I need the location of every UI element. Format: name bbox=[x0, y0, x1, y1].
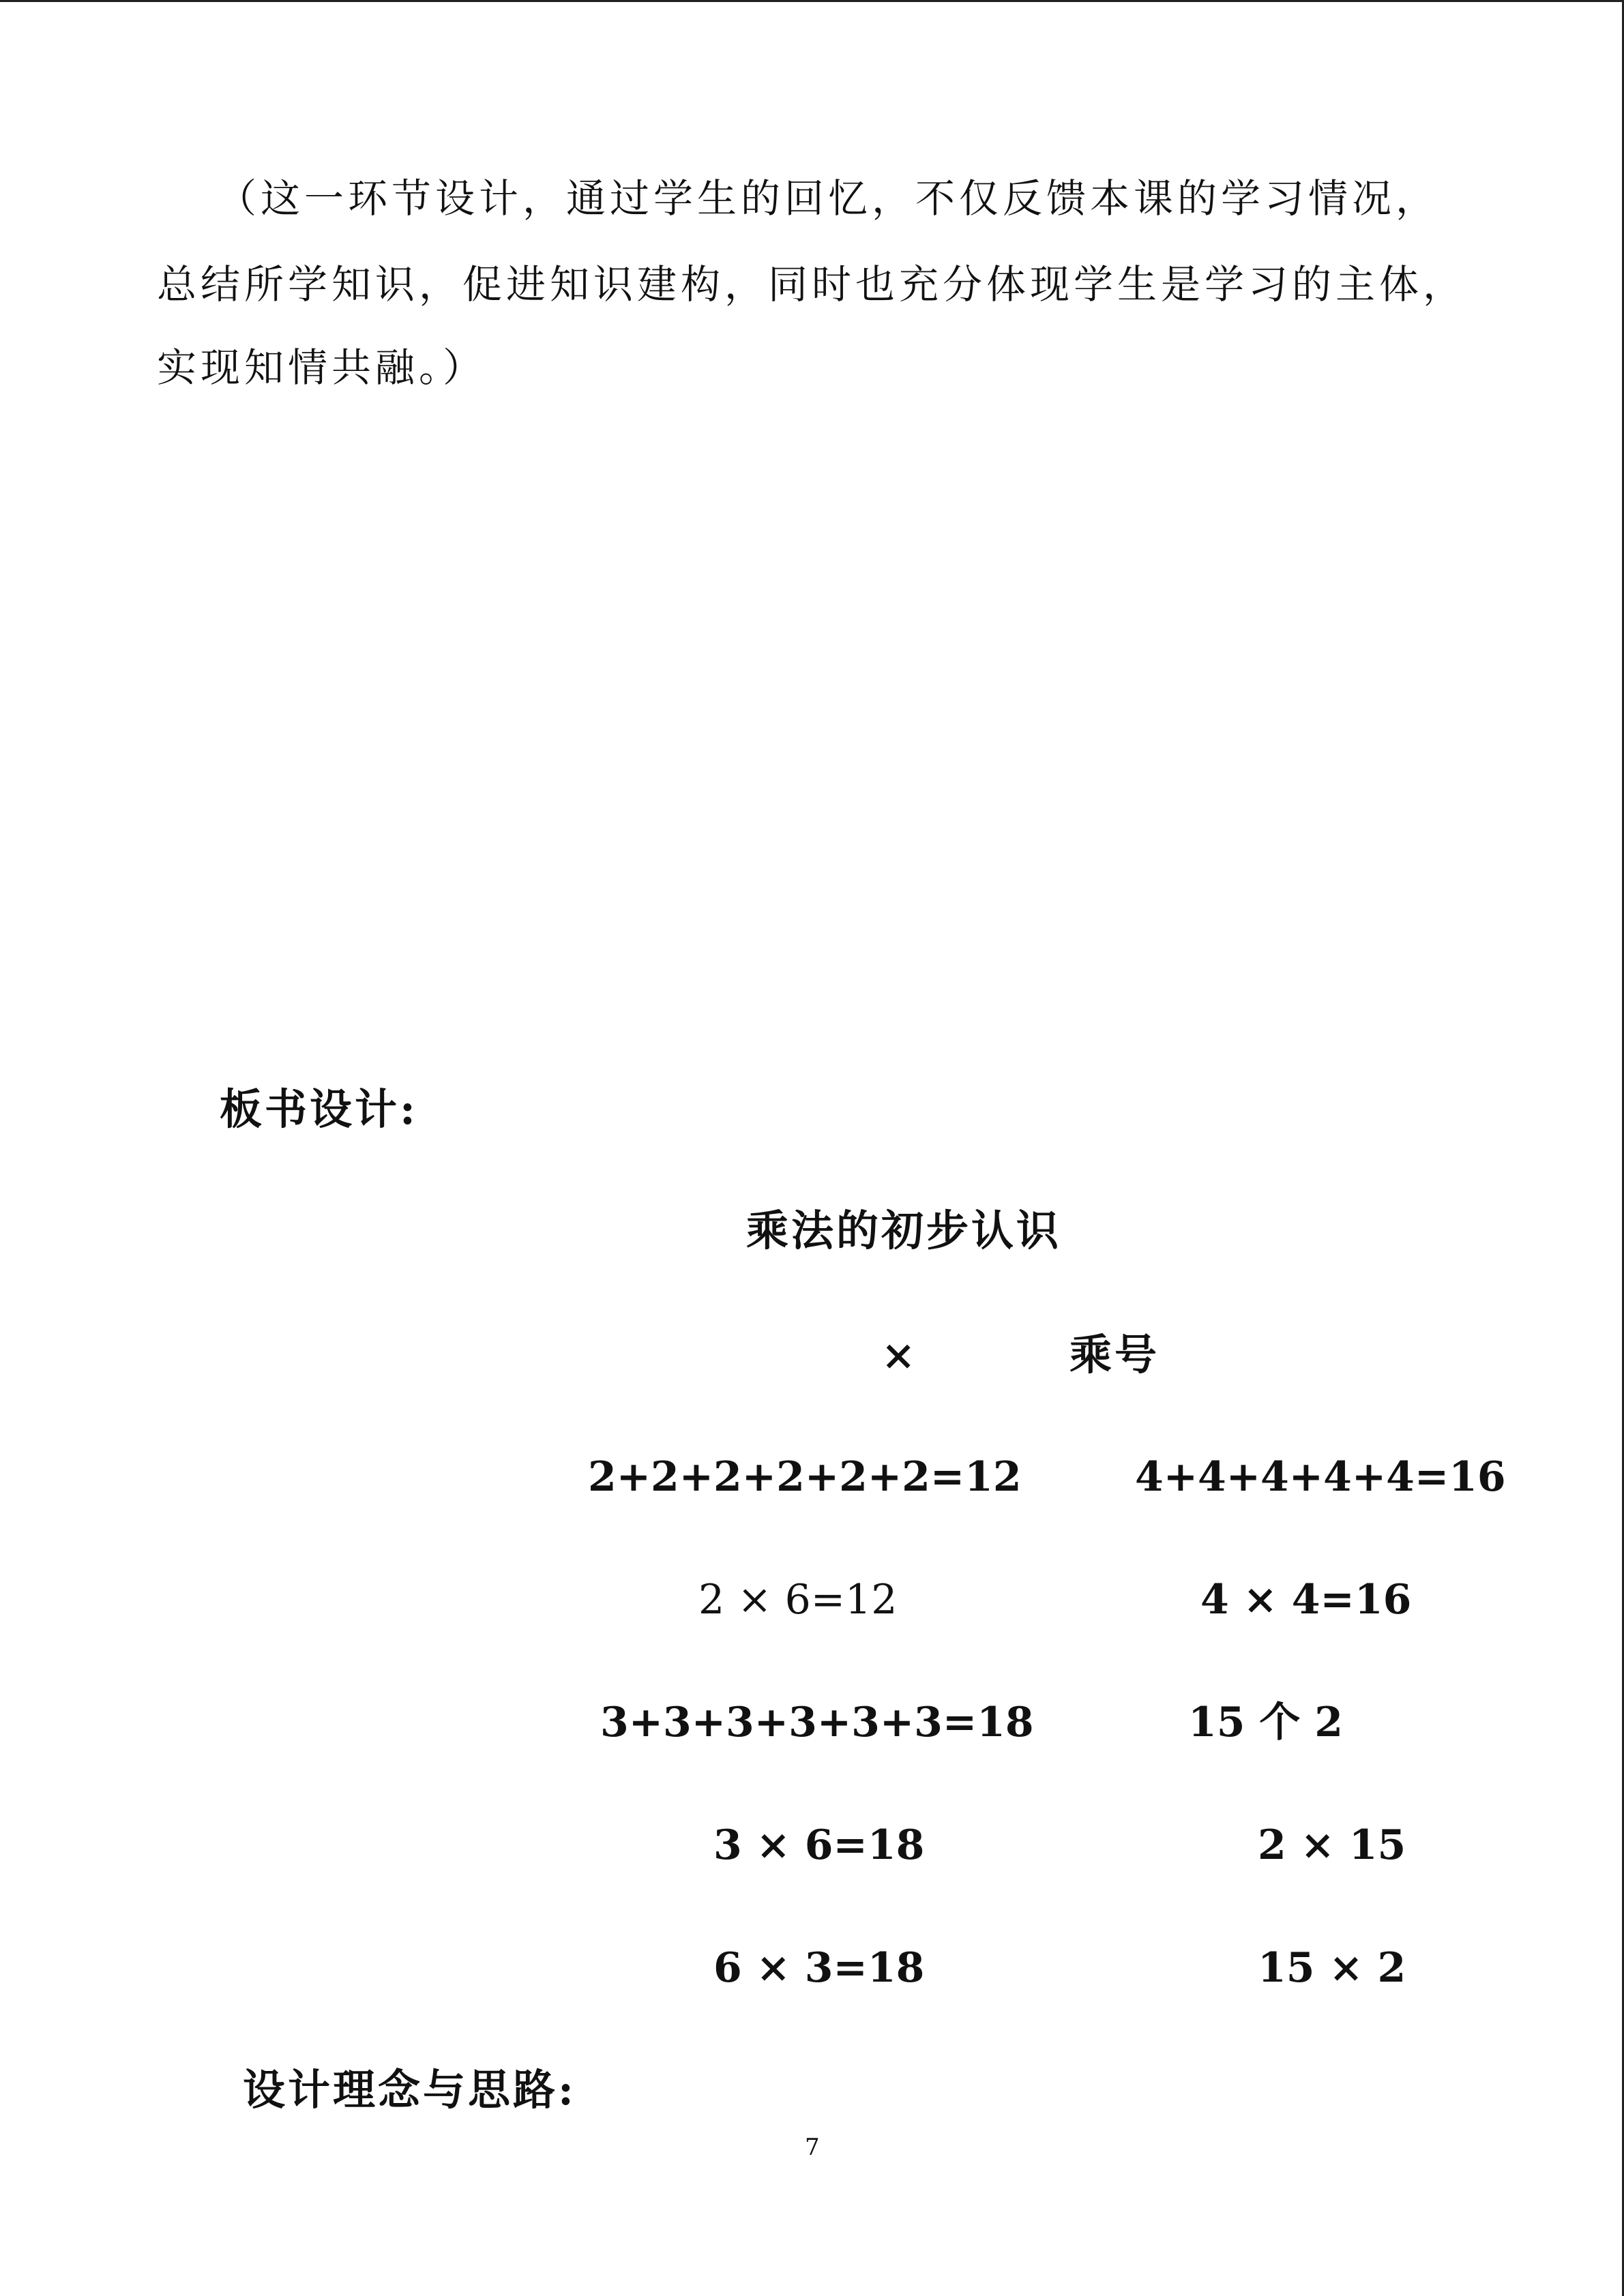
right-equation-4: 2 × 15 bbox=[1258, 1821, 1406, 1869]
left-equation-2: 2 × 6=12 bbox=[698, 1576, 898, 1624]
left-equation-4: 3 × 6=18 bbox=[713, 1821, 925, 1869]
paragraph-line-2: 总结所学知识，促进知识建构，同时也充分体现学生是学习的主体， bbox=[157, 261, 1467, 308]
paragraph-line-3: 实现知情共融。） bbox=[157, 344, 487, 391]
board-design-label: 板书设计: bbox=[220, 1084, 418, 1134]
left-equation-5: 6 × 3=18 bbox=[713, 1944, 925, 1992]
board-title: 乘法的初步认识 bbox=[746, 1206, 1062, 1255]
right-equation-1: 4+4+4+4+4=16 bbox=[1135, 1453, 1506, 1501]
right-equation-5: 15 × 2 bbox=[1258, 1944, 1406, 1992]
right-equation-3: 15 个 2 bbox=[1188, 1699, 1344, 1746]
paragraph-line-1: （这一环节设计，通过学生的回忆，不仅反馈本课的学习情况， bbox=[217, 175, 1440, 222]
multiplication-symbol-name: 乘号 bbox=[1069, 1330, 1160, 1380]
page-number: 7 bbox=[805, 2134, 820, 2161]
left-equation-1: 2+2+2+2+2+2=12 bbox=[588, 1453, 1022, 1501]
multiplication-symbol: × bbox=[881, 1332, 916, 1380]
design-concept-label: 设计理念与思路: bbox=[243, 2065, 576, 2115]
left-equation-3: 3+3+3+3+3+3=18 bbox=[600, 1699, 1034, 1746]
right-equation-2: 4 × 4=16 bbox=[1200, 1576, 1412, 1624]
